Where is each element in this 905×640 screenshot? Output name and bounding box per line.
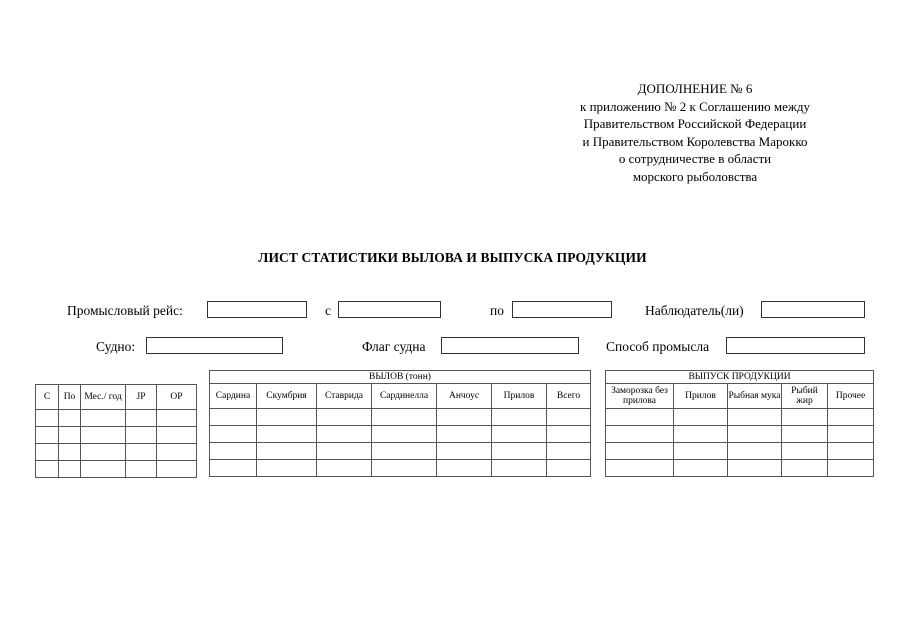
table-cell[interactable] — [437, 426, 492, 443]
table-cell[interactable] — [81, 444, 126, 461]
table-cell[interactable] — [674, 426, 728, 443]
from-label: с — [325, 303, 331, 318]
table-cell[interactable] — [492, 443, 547, 460]
table-cell[interactable] — [437, 443, 492, 460]
observer-label: Наблюдатель(ли) — [645, 303, 744, 318]
table-cell[interactable] — [157, 427, 197, 444]
table-cell[interactable] — [547, 460, 591, 477]
header-line: морского рыболовства — [632, 168, 758, 184]
table-cell[interactable] — [36, 410, 59, 427]
table-cell[interactable] — [606, 409, 674, 426]
table-cell[interactable] — [36, 427, 59, 444]
column-header: Скумбрия — [257, 384, 317, 409]
header-line: о сотрудничестве в области — [618, 151, 772, 166]
to-label: по — [490, 303, 504, 318]
table-row — [210, 460, 591, 477]
catch-table-title: ВЫЛОВ (тонн) — [210, 371, 591, 384]
table-cell[interactable] — [828, 426, 874, 443]
table-cell[interactable] — [674, 443, 728, 460]
column-header: Сардина — [210, 384, 257, 409]
table-cell[interactable] — [728, 460, 782, 477]
table-cell[interactable] — [59, 410, 81, 427]
table-cell[interactable] — [157, 444, 197, 461]
table-cell[interactable] — [210, 443, 257, 460]
appendix-header — [540, 80, 850, 185]
table-cell[interactable] — [81, 461, 126, 478]
table-cell[interactable] — [782, 460, 828, 477]
table-header-row — [36, 385, 197, 410]
table-row — [606, 409, 874, 426]
header-line: Правительством Российской Федерации — [583, 116, 807, 131]
trip-field[interactable] — [207, 301, 307, 318]
header-line: и Правительством Королевства Марокко — [582, 133, 808, 149]
table-cell[interactable] — [828, 443, 874, 460]
column-header: Ставрида — [317, 384, 372, 409]
table-cell[interactable] — [210, 460, 257, 477]
table-row — [606, 443, 874, 460]
table-cell[interactable] — [782, 443, 828, 460]
table-cell[interactable] — [728, 443, 782, 460]
column-header: Мес./ год — [81, 385, 126, 410]
table-cell[interactable] — [257, 426, 317, 443]
table-cell[interactable] — [157, 410, 197, 427]
to-date-field[interactable] — [512, 301, 612, 318]
column-header: По — [59, 385, 81, 410]
table-cell[interactable] — [126, 444, 157, 461]
production-table-title: ВЫПУСК ПРОДУКЦИИ — [606, 371, 874, 384]
table-cell[interactable] — [372, 460, 437, 477]
flag-label: Флаг судна — [362, 339, 426, 354]
table-cell[interactable] — [126, 461, 157, 478]
dates-table — [35, 384, 197, 478]
page-title: ЛИСТ СТАТИСТИКИ ВЫЛОВА И ВЫПУСКА ПРОДУКЦИИ — [258, 250, 647, 265]
table-cell[interactable] — [372, 409, 437, 426]
table-cell[interactable] — [210, 426, 257, 443]
table-row — [36, 427, 197, 444]
table-cell[interactable] — [257, 443, 317, 460]
table-cell[interactable] — [36, 444, 59, 461]
vessel-field[interactable] — [146, 337, 283, 354]
table-cell[interactable] — [317, 409, 372, 426]
table-cell[interactable] — [317, 443, 372, 460]
header-line: к приложению № 2 к Соглашению между — [580, 98, 810, 114]
table-cell[interactable] — [210, 409, 257, 426]
table-cell[interactable] — [36, 461, 59, 478]
table-row — [210, 443, 591, 460]
table-cell[interactable] — [547, 426, 591, 443]
column-header: Анчоус — [437, 384, 492, 409]
column-header: Заморозка без прилова — [606, 384, 674, 409]
method-label: Способ промысла — [606, 339, 710, 354]
table-cell[interactable] — [81, 410, 126, 427]
table-cell[interactable] — [59, 444, 81, 461]
flag-field[interactable] — [441, 337, 579, 354]
table-row — [606, 426, 874, 443]
table-cell[interactable] — [59, 427, 81, 444]
table-cell[interactable] — [828, 409, 874, 426]
column-header: Прилов — [674, 384, 728, 409]
table-cell[interactable] — [437, 460, 492, 477]
table-cell[interactable] — [606, 426, 674, 443]
column-header: OP — [157, 385, 197, 410]
table-cell[interactable] — [126, 410, 157, 427]
table-cell[interactable] — [674, 460, 728, 477]
column-header: Прилов — [492, 384, 547, 409]
table-cell[interactable] — [317, 460, 372, 477]
production-table — [605, 370, 874, 477]
table-cell[interactable] — [126, 427, 157, 444]
table-cell[interactable] — [59, 461, 81, 478]
header-line: ДОПОЛНЕНИЕ № 6 — [637, 81, 753, 96]
table-cell[interactable] — [317, 426, 372, 443]
method-field[interactable] — [726, 337, 865, 354]
table-cell[interactable] — [782, 426, 828, 443]
vessel-label: Судно: — [96, 339, 136, 354]
table-cell[interactable] — [728, 426, 782, 443]
table-header-row — [606, 384, 874, 409]
table-cell[interactable] — [437, 409, 492, 426]
from-date-field[interactable] — [338, 301, 441, 318]
table-cell[interactable] — [492, 409, 547, 426]
table-cell[interactable] — [372, 426, 437, 443]
trip-label: Промысловый рейс: — [67, 303, 183, 318]
table-row — [606, 460, 874, 477]
table-title-row — [606, 371, 874, 384]
table-header-row — [210, 384, 591, 409]
table-cell[interactable] — [492, 460, 547, 477]
column-header: Рыбная мука — [728, 384, 782, 409]
table-cell[interactable] — [81, 427, 126, 444]
table-cell[interactable] — [492, 426, 547, 443]
table-cell[interactable] — [828, 460, 874, 477]
column-header: Сардинелла — [372, 384, 437, 409]
table-row — [210, 426, 591, 443]
table-row — [36, 461, 197, 478]
column-header: JP — [126, 385, 157, 410]
table-title-row — [210, 371, 591, 384]
table-cell[interactable] — [257, 460, 317, 477]
table-cell[interactable] — [606, 443, 674, 460]
table-cell[interactable] — [782, 409, 828, 426]
observer-field[interactable] — [761, 301, 865, 318]
table-cell[interactable] — [674, 409, 728, 426]
table-cell[interactable] — [257, 409, 317, 426]
column-header: С — [36, 385, 59, 410]
table-cell[interactable] — [728, 409, 782, 426]
table-row — [36, 410, 197, 427]
column-header: Всего — [547, 384, 591, 409]
column-header: Прочее — [828, 384, 874, 409]
table-row — [36, 444, 197, 461]
table-cell[interactable] — [157, 461, 197, 478]
catch-table — [209, 370, 591, 477]
table-row — [210, 409, 591, 426]
table-cell[interactable] — [547, 443, 591, 460]
table-cell[interactable] — [606, 460, 674, 477]
table-cell[interactable] — [372, 443, 437, 460]
table-cell[interactable] — [547, 409, 591, 426]
column-header: Рыбий жир — [782, 384, 828, 409]
